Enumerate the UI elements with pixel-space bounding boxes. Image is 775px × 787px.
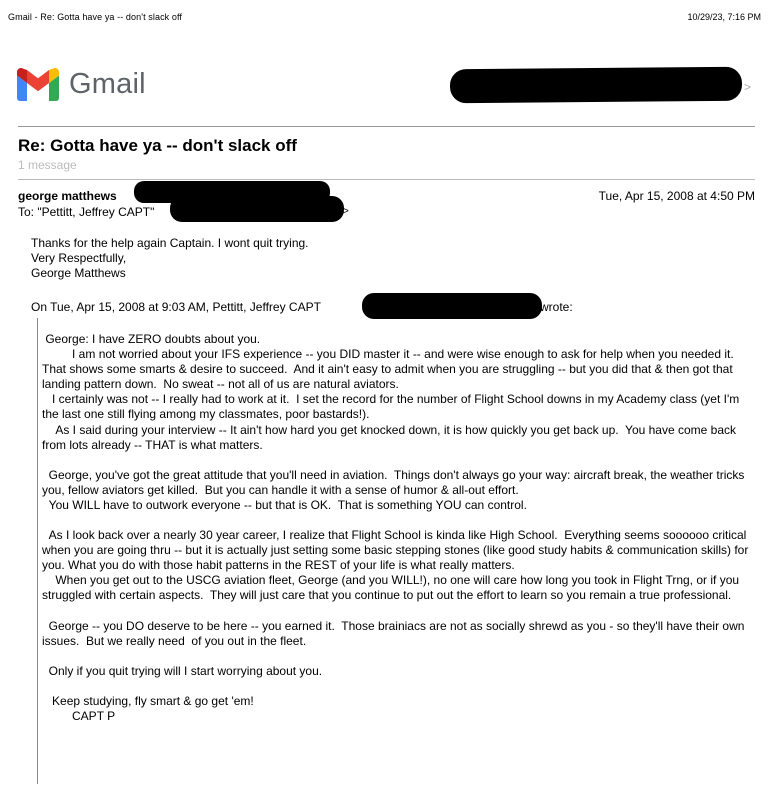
quoted-paragraph: I certainly was not -- I really had to work at it. I set the record for the number of Flight School downs in my Academy class (yet I'm the last one still flying among my classmates, poor bastards!).	[42, 392, 743, 422]
quoted-paragraph: George, you've got the great attitude that you'll need in aviation. Things don't always go your way: aircraft break, the weather tricks you, fellow aviators get killed. But you can handle it with a sense of humor & all-out effort.	[42, 467, 748, 497]
quoted-paragraph: When you get out to the USCG aviation fleet, George (and you WILL!), no one will care how long you took in Flight Trng, or if you struggled with certain aspects. They will just care that you continue to put out the effort to learn so you remain a true professional.	[42, 573, 743, 603]
redacted-recipient-email	[170, 196, 344, 222]
quoted-paragraph: I am not worried about your IFS experience -- you DID master it -- and were wise enough to ask for help when you needed it. That shows some smarts & desire to succeed. And it ain't easy to admit when you are struggling -- but you did that & then got that landing pattern down. No sweat -- not all of us are natural aviators.	[42, 347, 741, 392]
quoted-paragraph	[42, 679, 757, 694]
body-line: Very Respectfully,	[31, 251, 127, 265]
print-header-datetime: 10/29/23, 7:16 PM	[687, 12, 761, 22]
quote-bar	[37, 318, 38, 784]
quoted-paragraph: CAPT P	[42, 708, 116, 723]
quoted-paragraph	[42, 513, 757, 528]
body-line: Thanks for the help again Captain. I wont quit trying.	[31, 236, 309, 250]
quote-header: On Tue, Apr 15, 2008 at 9:03 AM, Pettitt, Jeffrey CAPT	[31, 300, 321, 314]
redacted-quoted-email	[362, 293, 542, 319]
quoted-paragraph: As I said during your interview -- It ain't how hard you get knocked down, it is how quickly you get back up. You have come back from lots already -- THAT is what matters.	[42, 422, 740, 452]
quoted-paragraph: Keep studying, fly smart & go get 'em!	[42, 693, 254, 708]
body-line: George Matthews	[31, 266, 126, 280]
quoted-message	[42, 332, 757, 724]
quoted-paragraph	[42, 649, 757, 664]
sender-name[interactable]: george matthews	[18, 189, 117, 203]
quoted-paragraph: As I look back over a nearly 30 year career, I realize that Flight School is kinda like High School. Everything seems soooooo critical when you are going thru -- but it is actually just setting some basic stepping stones (like good study habits & communication skills) for you. What you do with those habit patterns in the REST of your life is what really matters.	[42, 528, 752, 573]
divider	[18, 179, 755, 180]
recipient-line: To: "Pettitt, Jeffrey CAPT"	[18, 205, 155, 219]
quoted-paragraph	[42, 604, 757, 619]
print-header-title: Gmail - Re: Gotta have ya -- don't slack off	[8, 12, 183, 22]
quoted-paragraph: You WILL have to outwork everyone -- but that is OK. That is something YOU can control.	[42, 497, 527, 512]
divider	[18, 126, 755, 127]
gmail-m-icon	[17, 68, 59, 101]
chevron-right-icon: >	[744, 80, 752, 94]
message-count: 1 message	[18, 158, 77, 172]
email-date: Tue, Apr 15, 2008 at 4:50 PM	[598, 189, 755, 203]
quoted-paragraph: George -- you DO deserve to be here -- you earned it. Those brainiacs are not as socially shrewd as you - so they'll have their own issues. But we really need of you out in the fleet.	[42, 618, 748, 648]
quoted-paragraph: Only if you quit trying will I start worrying about you.	[42, 663, 323, 678]
gmail-logo[interactable]	[17, 68, 146, 101]
email-body	[31, 236, 309, 281]
redacted-account	[450, 67, 742, 104]
gmail-wordmark: Gmail	[69, 68, 146, 100]
quote-wrote: wrote:	[540, 300, 573, 314]
chevron-right-icon: >	[343, 206, 349, 217]
email-subject: Re: Gotta have ya -- don't slack off	[18, 136, 297, 155]
quoted-paragraph: George: I have ZERO doubts about you.	[42, 332, 261, 346]
quoted-paragraph	[42, 453, 757, 468]
